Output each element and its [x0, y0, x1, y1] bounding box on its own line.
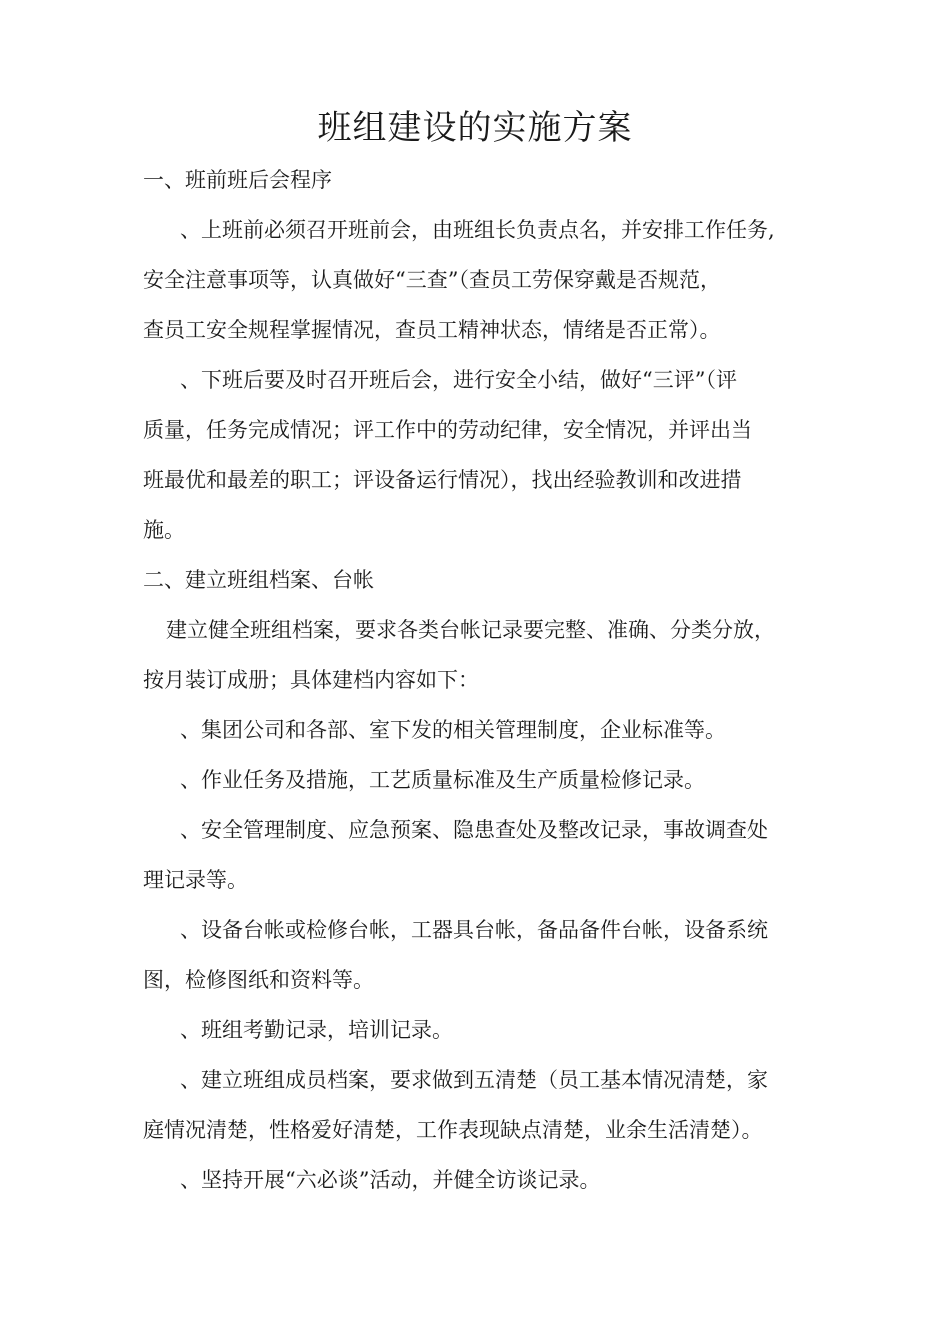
paragraph-line: 理记录等。 — [143, 868, 248, 892]
paragraph-line: 质量，任务完成情况；评工作中的劳动纪律，安全情况，并评出当 — [143, 418, 752, 442]
paragraph-line: 庭情况清楚，性格爱好清楚，工作表现缺点清楚，业余生活清楚）。 — [143, 1118, 763, 1142]
paragraph-line: 、上班前必须召开班前会，由班组长负责点名，并安排工作任务, — [180, 218, 775, 242]
list-item: 、安全管理制度、应急预案、隐患查处及整改记录，事故调查处 — [180, 818, 768, 842]
paragraph-line: 安全注意事项等，认真做好“三查”（查员工劳保穿戴是否规范， — [143, 268, 721, 292]
paragraph-line: 图，检修图纸和资料等。 — [143, 968, 374, 992]
paragraph-line: 班最优和最差的职工；评设备运行情况），找出经验教训和改进措 — [143, 468, 742, 492]
section-heading-1: 一、班前班后会程序 — [143, 168, 332, 192]
list-item: 、设备台帐或检修台帐，工器具台帐，备品备件台帐，设备系统 — [180, 918, 768, 942]
section-heading-2: 二、建立班组档案、台帐 — [143, 568, 374, 592]
paragraph-line: 施。 — [143, 518, 185, 542]
list-item: 、班组考勤记录，培训记录。 — [180, 1018, 453, 1042]
list-item: 、作业任务及措施，工艺质量标准及生产质量检修记录。 — [180, 768, 705, 792]
paragraph-line: 建立健全班组档案，要求各类台帐记录要完整、准确、分类分放， — [166, 618, 775, 642]
list-item: 、集团公司和各部、室下发的相关管理制度，企业标准等。 — [180, 718, 726, 742]
paragraph-line: 、下班后要及时召开班后会，进行安全小结，做好“三评”（评 — [180, 368, 737, 392]
document-title: 班组建设的实施方案 — [317, 108, 633, 148]
list-item: 、建立班组成员档案，要求做到五清楚（员工基本情况清楚，家 — [180, 1068, 768, 1092]
list-item: 、坚持开展“六必谈”活动，并健全访谈记录。 — [180, 1168, 601, 1192]
paragraph-line: 查员工安全规程掌握情况，查员工精神状态，情绪是否正常）。 — [143, 318, 721, 342]
paragraph-line: 按月装订成册；具体建档内容如下： — [143, 668, 479, 692]
